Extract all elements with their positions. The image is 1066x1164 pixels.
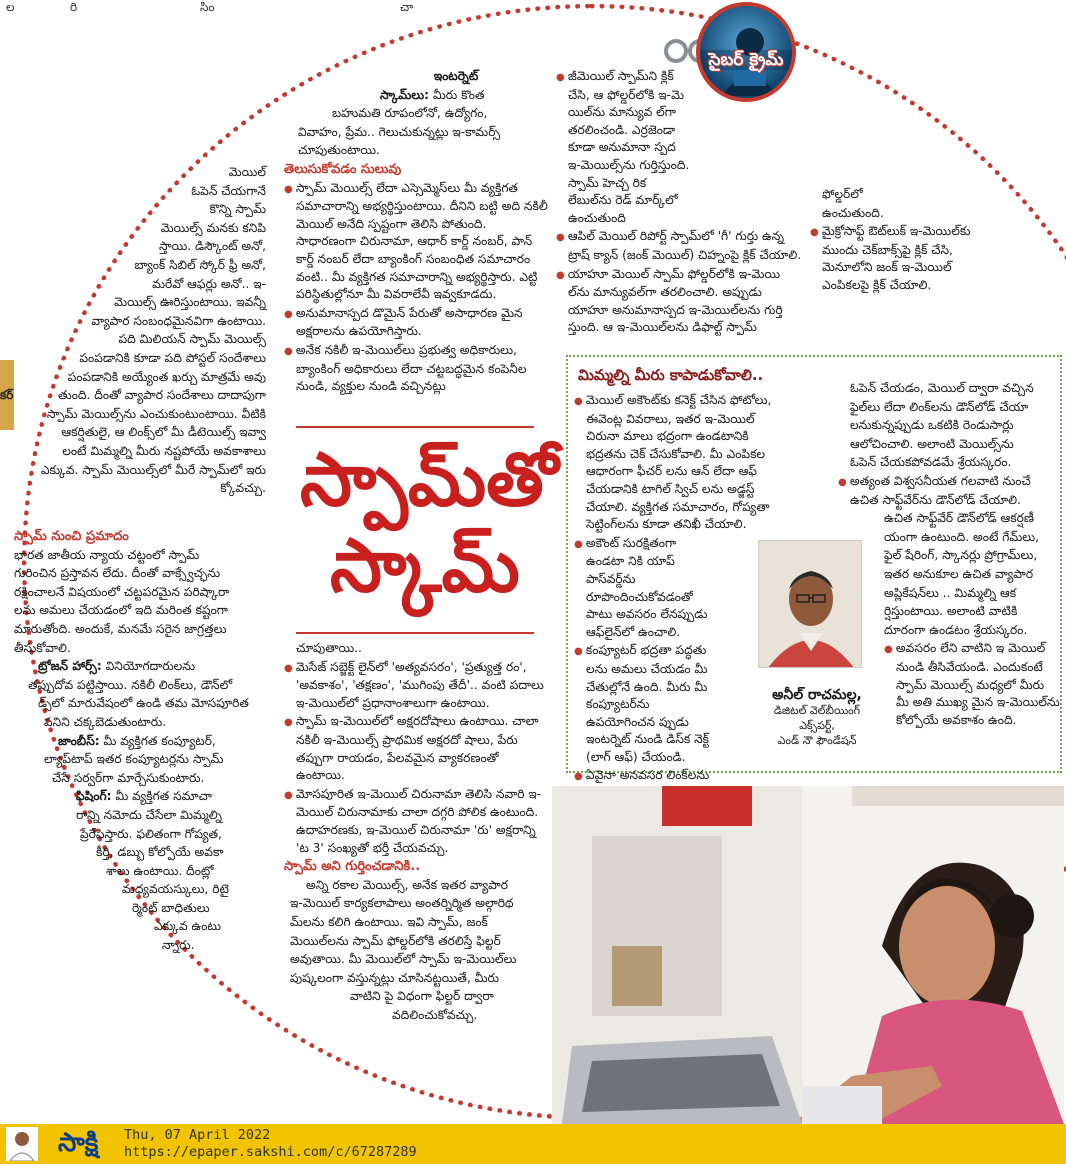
column-intro [14,164,266,499]
column-outlook [810,186,980,296]
text-line: మెయిల్స్ ఊరిస్తుంటాయి. ఇవన్నీ [114,295,266,310]
founder-portrait-icon [6,1127,38,1161]
bullet-item: ● అకౌంట్ సురక్షితంగా ఉండటా నికి యాప్ పాస్‌వర్డ్‌ను రూపొందించుకోవడంతో పాటు అవసరం లేనప్పుడు ఆఫ్‌లైన్‌లో ఉంచాలి. [574,535,786,642]
text-line: ఆకర్షితులై, ఆ లింక్స్‌లో మీ డీటెయిల్స్ ఇవ్వా [61,425,266,440]
text-line: ఉచిత సాఫ్ట్‌వేర్ డౌన్‌లోడ్ ఆకర్షణీ [884,511,1034,526]
text-line: పంపడానికి అయ్యేంత ఖర్చు మాత్రమే అవు [67,369,266,384]
text-line: తీసుకోవాలి. [14,640,71,655]
cut-text-fragment: రి [70,0,78,14]
column-providers [556,68,802,338]
text-line: గురించిన ప్రస్తావన లేదు. దీంతో వాక్స్వేచ్ఛను [14,566,221,581]
text-line: ఓపెన్ చేయకపోవడమే శ్రేయస్కరం. [850,455,1012,470]
title-rule-top [296,426,534,428]
cut-text-fragment: సిం [200,0,215,14]
term-trojan: ట్రోజన్ హార్స్: [38,659,102,674]
bullet-item: ● జీమెయిల్ స్పామ్‌ని క్లిక్ చేసి, ఆ ఫోల్డర్‌లోకి ఇ-మె యిల్‌ను మాన్యువ ల్‌గా తరలించండి. ఎర్రజెండా కూడా అనుమానా స్పద ఇ-మెయిల్స్‌ను గుర్తిస్తుంది. స్పామ్ హెచ్చ రిక లేబుల్‌ను రెడ్ మార్క్‌లో ఉంచుతుంది [556,68,802,227]
column-danger [14,528,270,956]
woman-using-laptop-illustration [552,786,1064,1124]
text-line: మీ వ్యక్తిగత కంప్యూటర్, [99,733,216,748]
bullet-item: ● ఏవైనా అనవసర లింక్‌లను [574,767,786,786]
section-heading-easy: తెలుసుకోవడం సులువు [284,161,402,177]
logo-tagline-mark [102,1127,116,1161]
text-line: మధ్యవయస్కులు, రిటై [122,882,229,897]
text-line: చేసే సర్వర్‌గా మార్చేసుకుంటారు. [52,770,205,785]
text-line: చూపుతుంటాయి. [298,143,380,158]
title-rule-bottom [296,632,534,634]
text-line: ఓపెన్ చేయడం, మెయిల్ ద్వారా వచ్చిన [850,381,1034,395]
bullet-item: ● మోసపూరిత ఇ-మెయిల్ చిరునామా తెలిసి నవారి ఇ-మెయిల్ చిరునామాకు చాలా దగ్గరి పోలిక ఉంటుంది. ఉదాహరణకు, ఇ-మెయిల్ చిరునామా 'రు' అక్షరాన్ని 'ట 3' సంఖ్యతో భర్తీ చేయవచ్చు. [284,786,546,857]
section-heading-internet: ఇంటర్నెట్ [433,69,479,83]
text-line: కీర్తి, డబ్బు కోల్పోయే అవకా [96,845,224,860]
text-line: ఎక్కువ ఉంటు [154,919,222,934]
column-signs [284,640,546,1025]
bullet-item: ● మెయిల్ అకౌంట్‌కు కనెక్ట్ చేసిన ఫోటోలు, ఈవెంట్ల వివరాలు, ఇతర ఇ-మెయిల్ చిరునా మాలు భద్రంగా ఉండటానికి భద్రతను చెక్ చేసుకోవాలి. మీ ఎంపికల ఆధారంగా ఫీచర్ లను ఆన్ లేదా ఆఫ్ చేయడానికి టాగిల్ స్విచ్ లను అడ్జస్ట్ చేయాలి. వ్యక్తిగత సమాచారం, గోప్యతా సెట్టింగ్‌లను కూడా తనిఖీ చేయాలి. [574,392,786,534]
column-internet [284,68,548,397]
bullet-item: ● కంప్యూటర్ భద్రతా పద్ధతు లను అమలు చేయడం మీ చేతుల్లోనే ఉంది. మీరు మీ కంప్యూటర్‌ను ఉపయోగించన ప్పుడు ఇంటర్నెట్ నుండి డిస్‌క నెక్ట్ (లాగ్ ఆఫ్) చేయండి. [574,642,786,766]
text-line: వివాహం, ప్రేమ.. గెలుచుకున్నట్లు ఇ-కామర్స్ [298,124,501,139]
text-line: ర్మెంట్ బాధితులు [132,900,210,915]
text-line: అన్ని రకాల మెయిల్స్, అనేక ఇతర వ్యాపార [306,877,508,892]
text-line: మీరు కొంత [429,87,485,102]
bullet-item: ● అవసరం లేని వాటిని ఇ మెయిల్ నుండి తీసివేయండి. ఎందుకంటే స్పామ్ మెయిల్స్ మధ్యలో మీరు మీ అతి ముఖ్య మైన ఇ-మెయిల్‌ను కోల్పోయే అవకాశం ఉంది. [838,640,1060,729]
text-line: ప్రేరేపిస్తారు. ఫలితంగా గోప్యత, [80,826,222,841]
author-name: అనీల్ రాచమల్ల, [772,687,862,703]
text-line: తప్పుదోవ పట్టిస్తాయి. నకిలీ లింక్‌లు, డౌన్‌లో [28,677,233,692]
text-line: ఫైల్‌లు లేదా లింక్‌లను డౌన్‌లోడ్ చేయా [850,399,1029,414]
text-line: ఫైల్ షేరింగ్, స్కానర్లు ప్రోగ్రామ్‌లు, [884,548,1038,563]
text-line: మెయిల్‌లను స్పామ్ ఫోల్డర్‌లోకి తరలిస్తే ఫిల్టర్ [290,933,501,948]
tips-left-column [574,392,786,787]
text-line: ఇతర అనుకూల ఉచిత వ్యాపార [884,566,1034,581]
text-line: పుష్కలంగా వస్తున్నట్లు చూసినట్టయితే, మీరు [290,970,499,985]
text-line: దూరంగా ఉండటం శ్రేయస్కరం. [884,622,1028,637]
author-credit [758,688,876,748]
text-line: ల్యాప్‌టాప్ ఇతర కంప్యూటర్లను స్పామ్ [44,752,224,767]
text-line: రాన్ని నమోదు చేసేలా మిమ్మల్ని [76,807,222,822]
text-line: ఫోల్డర్‌లో [822,187,863,201]
author-portrait [759,541,862,668]
text-line: మెయిల్ [228,165,266,179]
text-line: భారత జాతీయ న్యాయ చట్టంలో స్పామ్ [14,547,200,562]
term-scams: స్కామ్‌లు: [380,87,429,102]
author-role: ఎక్స్‌పర్ట్, [799,719,835,732]
text-line: రక్షించాలనే విషయంలో చట్టపరమైన పరిష్కారా [14,584,230,599]
badge-label: సైబర్ క్రైమ్ [700,50,792,70]
edition-date: Thu, 07 April 2022 [124,1127,271,1143]
author-role: డిజిటల్ వెల్‌బీయింగ్ [773,704,861,717]
cut-text-fragment: ల [6,0,15,14]
bullet-item: ● అనుమానాస్పద డొమైన్ పేరుతో అసాధారణ మైన అక్షరాలను ఉపయోగిస్తారు. [284,305,548,341]
text-line: ఇ-మెయిల్ కార్యకలాపాలు అంతర్నిర్మిత అల్గారిథ [290,896,514,911]
tips-box-title: మిమ్మల్ని మీరు కాపాడుకోవాలి.. [578,366,764,384]
text-line: మరేవో ఆఫర్లు అనో.. ఇ- [152,276,266,291]
text-line: మీ వ్యక్తిగత సమాచా [111,789,212,804]
text-line: ఓపెన్ చేయగానే [191,183,266,198]
text-line: వాటిని పై విధంగా ఫిల్టర్ ద్వారా [350,989,494,1004]
woman-laptop-photo [552,786,1064,1124]
text-line: ఉంచుతుంది. [822,205,884,220]
author-photo [758,540,862,668]
text-line: ఆలోచించాలి. అలాంటి మెయిల్స్‌ను [850,436,1014,451]
text-line: అప్లికేషన్‌లు .. మిమ్మల్ని ఆక [884,585,1017,600]
text-line: చూపుతాయి.. [296,641,362,655]
text-line: మెయిల్స్ మనకు కనిపి [160,220,266,235]
text-line: లను అమలు చేయడంలో ఇది మరింత కష్టంగా [14,603,229,618]
text-line: స్పామ్ మెయిల్స్‌ను ఎంచుకుంటుంటాయి. వీటికి [46,406,266,421]
bullet-item: ● ఆపిల్ మెయిల్ రిపోర్ట్ స్పామ్‌లో 'గీ' గుర్తు ఉన్న ట్రాష్ క్యాన్ (జంక్ మెయిల్) చిహ్నంపై క్లిక్ చేయాలి. [556,228,802,264]
text-line: మ్‌లను కలిగి ఉంటాయి. ఇవి స్పామ్, జంక్ [290,914,488,929]
text-line: ఎక్కువ. స్పామ్ మెయిల్స్‌లో మీరే స్పామ్‌లో ఇరు [40,462,266,477]
adjacent-article-fragment: కర్ [0,388,14,402]
text-line: స్తాయి. డిస్కౌంట్ అనో, [159,239,266,254]
bullet-item: ● స్పామ్ ఇ-మెయిల్‌లో అక్షరదోషాలు ఉంటాయి. చాలా నకిలీ ఇ-మెయిల్స్ ప్రాథమిక అక్షరదో షాలు, పేరు తప్పుగా రాయడం, పేలవమైన వ్యాకరణంతో ఉంటాయి. [284,713,546,784]
text-line: పనిని చక్కబెడుతుంటారు. [44,714,167,729]
text-line: బహుమతి రూపంలోనో, ఉద్యోగం, [332,106,488,121]
text-line: శాలు ఉంటాయి. దీంట్లో [106,863,214,878]
text-line: వినియోగదారులను [101,659,196,674]
section-heading-danger: స్పామ్ నుంచి ప్రమాదం [14,529,129,544]
term-zombies: జాంబీస్: [58,733,100,748]
text-line: వదిలించుకోవచ్చు. [392,1007,478,1022]
text-line: వ్యాపార సంబంధమైనవిగా ఉంటాయి. [91,313,266,328]
text-line: యంగా ఉంటుంది. అంటే గేమ్‌లు, [884,529,1039,544]
text-line: లనుకున్నప్పుడు ఒకటికి రెండుసార్లు [850,418,1014,433]
text-line: బ్యాంక్ సిబిల్ స్కోర్ ఫ్రీ అనో, [134,257,266,272]
text-line: ర్షిస్తుంటాయి. అలాంటి వాటికి [884,604,1018,619]
headline-line-2: స్కామ్ [330,523,520,609]
cyber-crime-badge [696,2,796,102]
text-line: మారుతోంది. అందుకే, మనమే సరైన జాగ్రత్తలు [14,621,227,636]
text-line: న్నారు. [162,938,195,953]
term-phishing: ఫిషింగ్: [76,789,112,804]
bullet-item: ● మెసేజ్ సబ్జెక్ట్ లైన్‌లో 'అత్యవసరం', 'ప్రత్యుత్త రం', 'అవకాశం', 'తక్షణం', 'ముగింపు తేదీ'.. వంటి పదాలు ఇ-మెయిల్‌లో ప్రధానాంశాలుగా ఉంటాయి. [284,659,546,713]
text-line: డ్స్‌లో మారువేషంలో ఉండి తమ మోసపూరిత [38,696,249,711]
cut-text-fragment: చా [400,0,414,14]
sakshi-logo: సాక్షి [58,1128,99,1158]
text-line: క్కోవచ్చు. [220,481,266,496]
text-line: తుంది. దీంతో వ్యాపార సందేశాలు దాదాపుగా [58,388,266,403]
text-line: లంటే మిమ్మల్ని మీరు నష్టపోయే అవకాశాలు [62,443,266,458]
text-line: పంపడానికి కూడా పది పోస్టల్ సందేశాలు [79,350,266,365]
text-line: పది మిలియన్ స్పామ్ మెయిల్స్ [118,332,266,347]
author-org: ఎండ్ నౌ ఫౌండేషన్ [777,734,857,747]
section-heading-identify: స్పామ్ అని గుర్తించడానికి.. [284,859,421,875]
bullet-item: ● యాహూ మెయిల్ స్పామ్ ఫోల్డర్‌లోకి ఇ-మెయి ల్‌ను మాన్యువల్‌గా తరలించాలి. అప్పుడు యాహూ అనుమానాస్పద ఇ-మెయిల్‌లను గుర్తి స్తుంది. ఆ ఇ-మెయిల్‌లను డిఫాల్ట్ స్పామ్ [556,266,802,337]
bullet-item: ● అత్యంత విశ్వసనీయత గలవాటి నుంచే ఉచిత సాఫ్ట్‌వేర్‌ను డౌన్‌లోడ్ చేయాలి. [838,473,1060,509]
tips-right-column [838,380,1060,730]
bullet-item: ● అనేక నకిలీ ఇ-మెయిల్‌లు ప్రభుత్వ అధికారులు, బ్యాంకింగ్ అధికారులు లేదా చట్టబద్ధమైన కంపెనీల నుండి, వ్యక్తుల నుండి వచ్చినట్లు [284,342,548,396]
headline-line-1: స్పామ్‌తో [300,437,559,523]
text-line: కొన్ని స్పామ్ [209,202,266,217]
bullet-item: ● స్పామ్ మెయిల్స్ లేదా ఎస్సెమ్మెస్‌లు మీ వ్యక్తిగత సమాచారాన్ని అభ్యర్థిస్తుంటాయి. దీనిని బట్టి అది నకిలీ మెయిల్ అనేది స్పష్టంగా తెలిసి పోతుంది. సాధారణంగా చిరునామా, ఆధార్ కార్డ్ నంబర్, పాన్ కార్డ్ నంబర్ లేదా బ్యాంకింగ్ సంబంధిత సమాచారం వంటి.. మీ వ్యక్తిగత సమాచారాన్ని అభ్యర్థిస్తారు. ఎట్టి పరిస్థితుల్లోనూ మీ వివరాలేవీ ఇవ్వకూడదు. [284,180,548,304]
bullet-item: ● మైక్రోసాఫ్ట్ ఔట్‌లుక్ ఇ-మెయిల్‌కు ముందు చెక్‌బాక్స్‌పై క్లిక్ చేసి, మెనూలోని జంక్ ఇ-మెయిల్ ఎంపికలపై క్లిక్ చేయాలి. [810,223,980,294]
text-line: అవుతాయి. మీ మెయిల్‌లో స్పామ్ ఇ-మెయిల్‌లు [290,952,517,967]
epaper-url[interactable]: https://epaper.sakshi.com/c/67287289 [124,1144,417,1160]
